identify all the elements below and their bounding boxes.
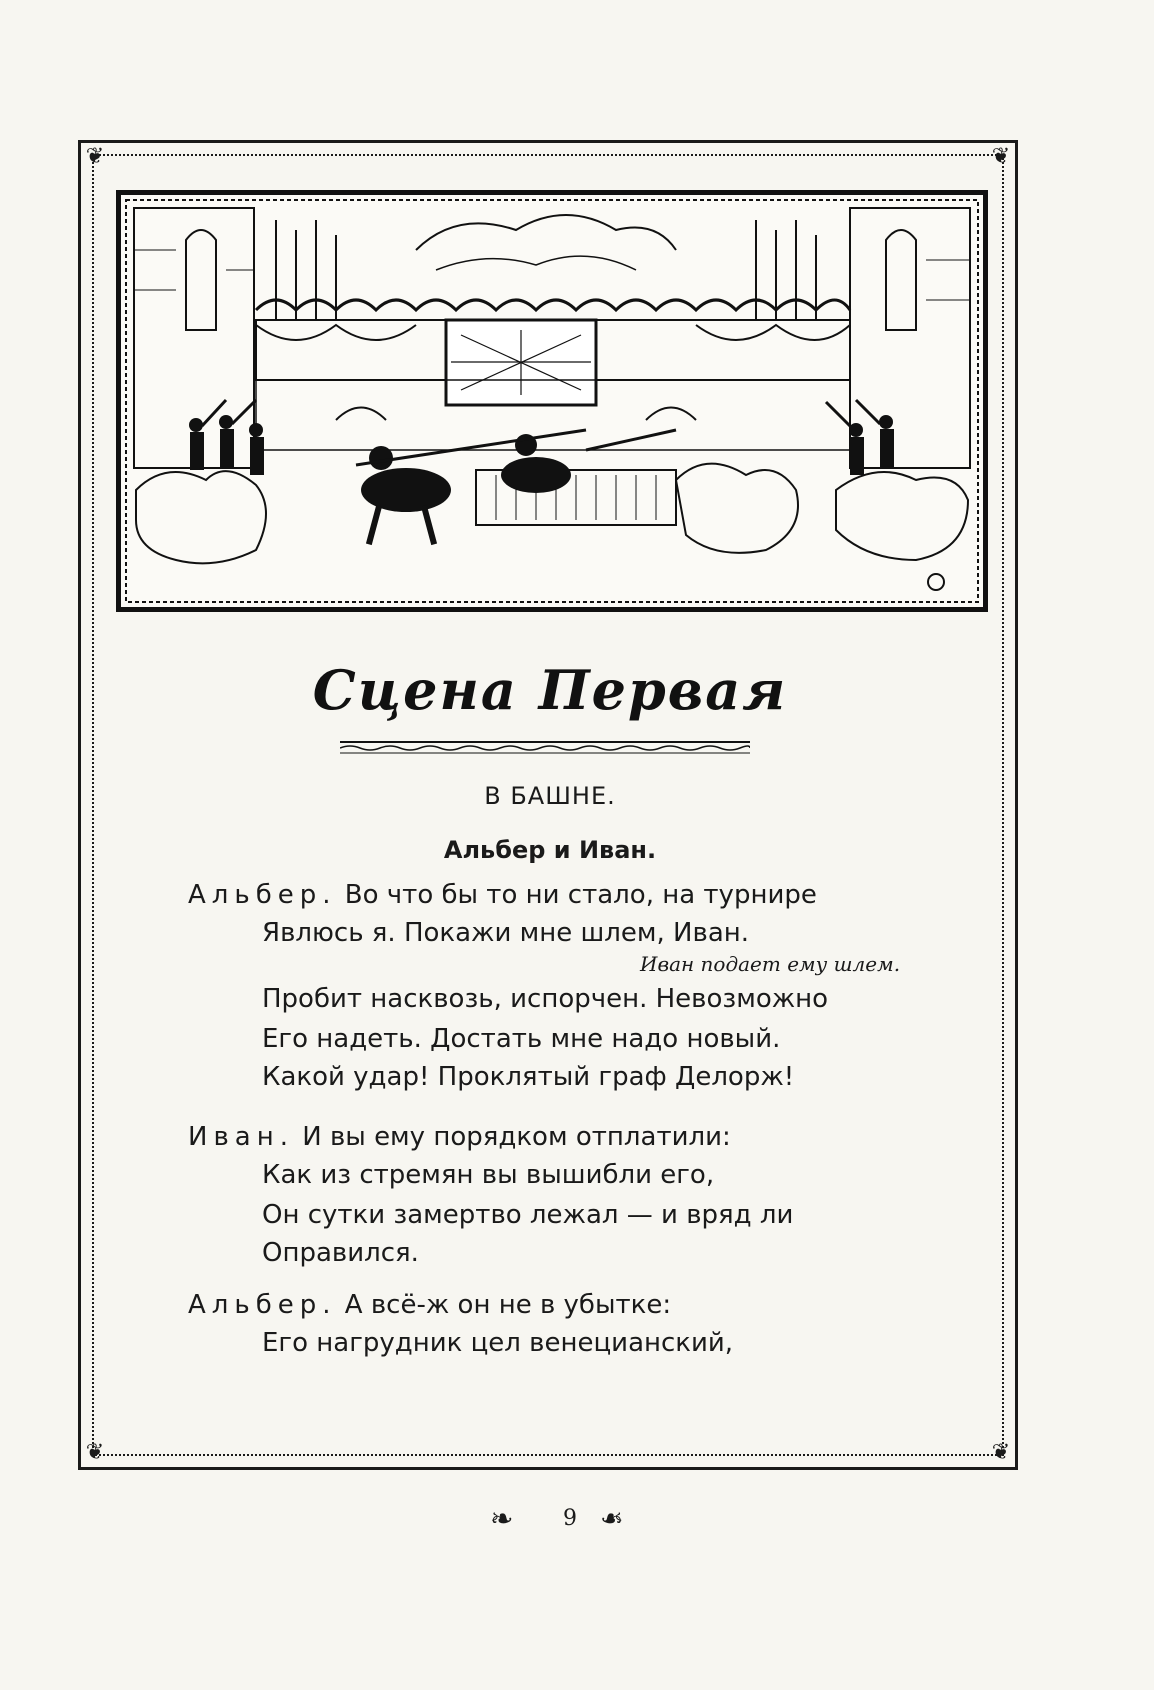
- dialogue-line-9: Оправился.: [262, 1238, 419, 1268]
- dialogue-line-3: Пробит насквозь, испорчен. Невозможно: [262, 984, 829, 1014]
- dialogue-line-8: Он сутки замертво лежал — и вряд ли: [262, 1200, 794, 1230]
- dialogue-line-10: [188, 1290, 671, 1320]
- dialogue-line-6: [188, 1122, 731, 1152]
- floral-ornament-icon: ❧: [490, 1502, 514, 1535]
- verse-text: И вы ему порядком отплатили:: [302, 1122, 731, 1152]
- verse-text: А всё-ж он не в убытке:: [344, 1290, 672, 1320]
- speaker-name: Иван.: [188, 1122, 294, 1152]
- scene-location: В БАШНЕ.: [484, 782, 616, 810]
- dialogue-line-7: Как из стремян вы вышибли его,: [262, 1160, 715, 1190]
- dialogue-line-11: Его нагрудник цел венецианский,: [262, 1328, 734, 1358]
- scene-characters: Альбер и Иван.: [443, 836, 657, 864]
- tournament-illustration: [116, 190, 988, 612]
- title-rule-divider: [340, 740, 750, 754]
- corner-ornament-icon: ❦: [991, 144, 1011, 169]
- dialogue-line-2: Явлюсь я. Покажи мне шлем, Иван.: [262, 918, 750, 948]
- dialogue-line-4: Его надеть. Достать мне надо новый.: [262, 1024, 781, 1054]
- verse-text: Во что бы то ни стало, на турнире: [344, 880, 817, 910]
- scene-title: Сцена Первая: [312, 658, 788, 722]
- corner-ornament-icon: ❦: [85, 144, 105, 169]
- dialogue-line-5: Какой удар! Проклятый граф Делорж!: [262, 1062, 795, 1092]
- dialogue-line-1: [188, 880, 817, 910]
- corner-ornament-icon: ❦: [85, 1440, 105, 1465]
- floral-ornament-icon: ❧: [600, 1502, 624, 1535]
- corner-ornament-icon: ❦: [991, 1440, 1011, 1465]
- stage-direction: Иван подает ему шлем.: [640, 952, 901, 976]
- speaker-name: Альбер.: [188, 880, 337, 910]
- speaker-name: Альбер.: [188, 1290, 337, 1320]
- page-number: 9: [563, 1506, 577, 1531]
- page-number-ornament: [470, 1488, 670, 1548]
